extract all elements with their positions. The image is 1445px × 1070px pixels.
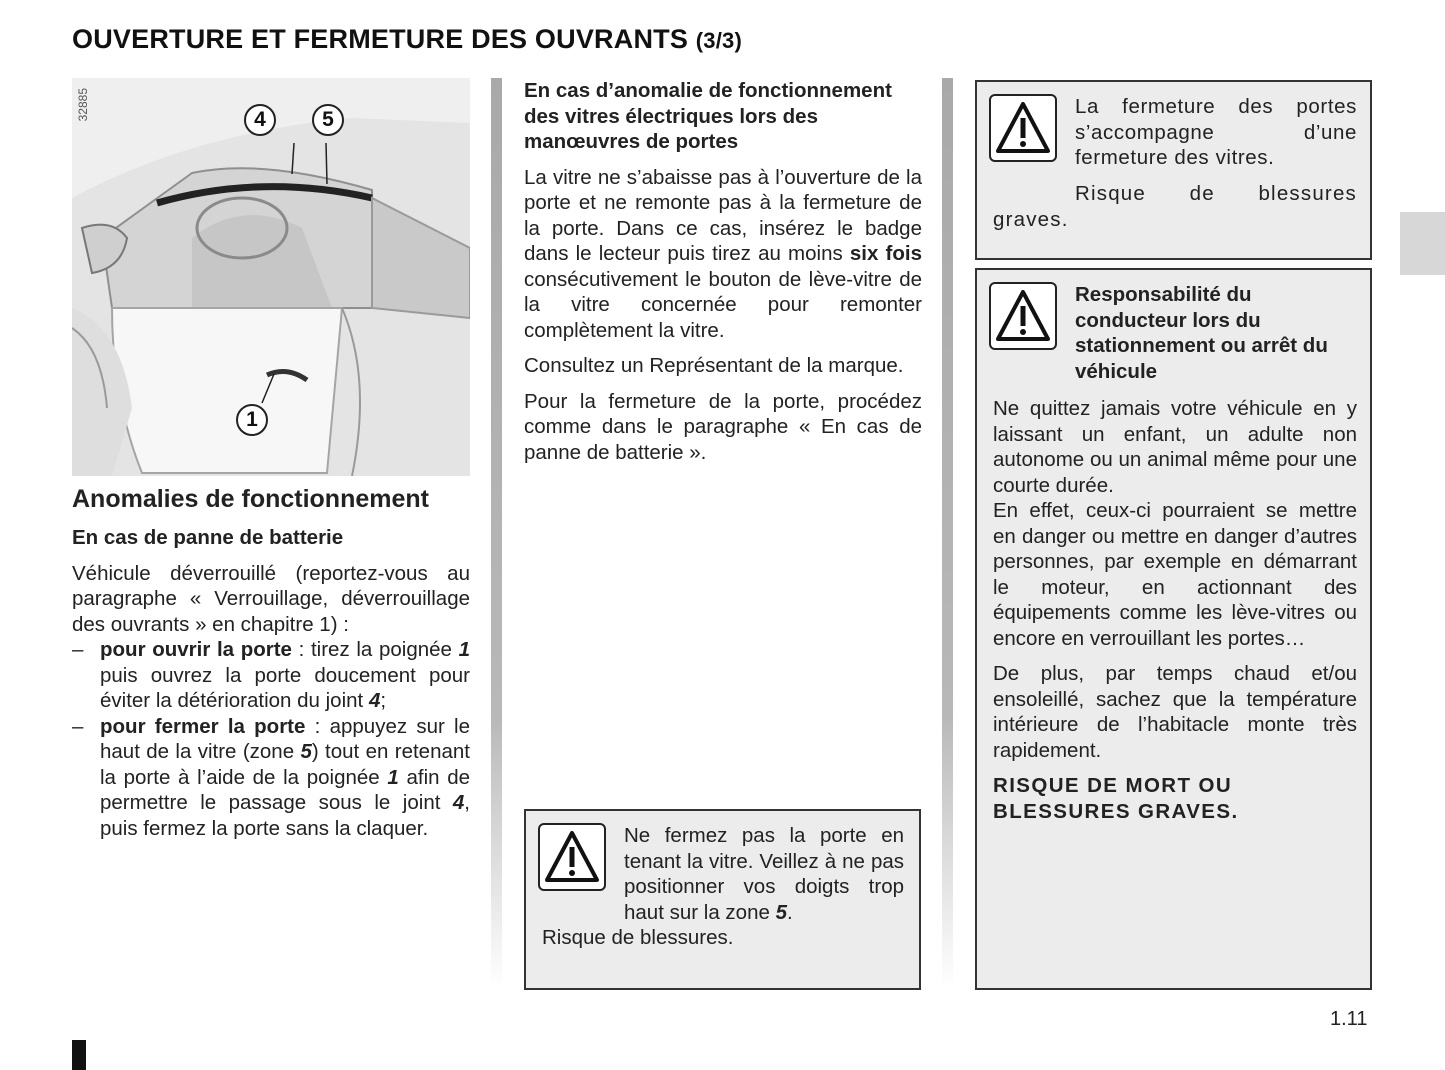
warning-driver-p2: En effet, ceux-ci pourraient se mettre en danger ou mettre en danger d’autres personnes, par exemple en démarrant le moteur, en actionnant des équipements comme les lève-vitres ou encore en verrouillant les portes… [993,499,1357,650]
subheading-battery: En cas de panne de batterie [72,526,344,549]
warning-window-text: Ne fermez pas la porte en tenant la vitre. Veillez à ne pas positionner vos doigts trop haut sur la zone 5. [624,824,904,924]
column-middle [524,78,922,465]
warning-driver-body [993,396,1357,824]
dash-bullet: – [72,638,84,661]
section-heading-anomalies: Anomalies de fonctionnement [72,485,429,513]
car-door-illustration [72,78,470,476]
consult-representative: Consultez un Représentant de la marque. [524,354,904,377]
column-separator-2 [942,78,953,988]
list-item-text: pour fermer la porte : appuyez sur le haut de la vitre (zone 5) tout en retenant la porte à l’aide de la poignée 1 afin de permettre le passage sous le joint 4, puis fermez la porte sans la claquer. [100,714,470,840]
image-reference-number: 32885 [76,88,90,122]
page-title-part: (3/3) [695,28,742,53]
warning-driver-heading: Responsabilité du conducteur lors du stationnement ou arrêt du véhicule [1075,283,1328,383]
warning-driver-p3: De plus, par temps chaud et/ou ensoleillé, sachez que la température intérieure de l’habitacle monte très rapidement. [993,662,1357,762]
warning-doors-text: La fermeture des portes s’accompagne d’une fermeture des vitres. [1075,95,1357,169]
window-anomaly-paragraph: La vitre ne s’abaisse pas à l’ouverture de la porte et ne remonte pas à la fermeture de la porte. Dans ce cas, insérez le badge dans le lecteur puis tirez au moins six fois consécutivement le bouton de lève-vitre de la vitre concernée pour remonter complètement la vitre. [524,165,922,342]
callout-4: 4 [244,104,276,136]
car-door-drawing [72,78,470,476]
warning-box-doors-windows [975,80,1372,260]
warning-triangle-icon [538,823,606,891]
list-item-text: pour ouvrir la porte : tirez la poignée 1 puis ouvrez la porte doucement pour éviter la détérioration du joint 4; [100,638,470,712]
warning-driver-p1: Ne quittez jamais votre véhicule en y laissant un enfant, un adulte non autonome ou un animal même pour une courte durée. [993,397,1357,497]
subheading-window-anomaly: En cas d’anomalie de fonctionnement des vitres électriques lors des manœuvres de portes [524,79,892,153]
page-title [72,24,742,55]
warning-driver-risk: RISQUE DE MORT OU BLESSURES GRAVES. [993,774,1239,823]
warning-window-risk: Risque de blessures. [542,926,734,949]
page-marker [72,1040,86,1070]
list-item-open-door [72,637,470,714]
warning-box-window [524,809,921,990]
page-title-main: OUVERTURE ET FERMETURE DES OUVRANTS [72,24,689,54]
dash-bullet: – [72,714,84,738]
warning-triangle-icon [989,282,1057,350]
callout-5: 5 [312,104,344,136]
warning-triangle-icon [989,94,1057,162]
list-item-close-door [72,714,470,842]
battery-intro: Véhicule déverrouillé (reportez-vous au paragraphe « Verrouillage, déverrouillage des ouvrants » en chapitre 1) : [72,561,470,636]
column-separator-1 [491,78,502,988]
column-left [72,78,470,841]
door-closing-paragraph: Pour la fermeture de la porte, procédez comme dans le paragraphe « En cas de panne de batterie ». [524,389,922,464]
page-number: 1.11 [1330,1008,1368,1030]
chapter-tab [1400,212,1445,275]
warning-doors-risk: Risque de blessures graves. [993,182,1357,231]
callout-1: 1 [236,404,268,436]
warning-box-driver-responsibility [975,268,1372,990]
